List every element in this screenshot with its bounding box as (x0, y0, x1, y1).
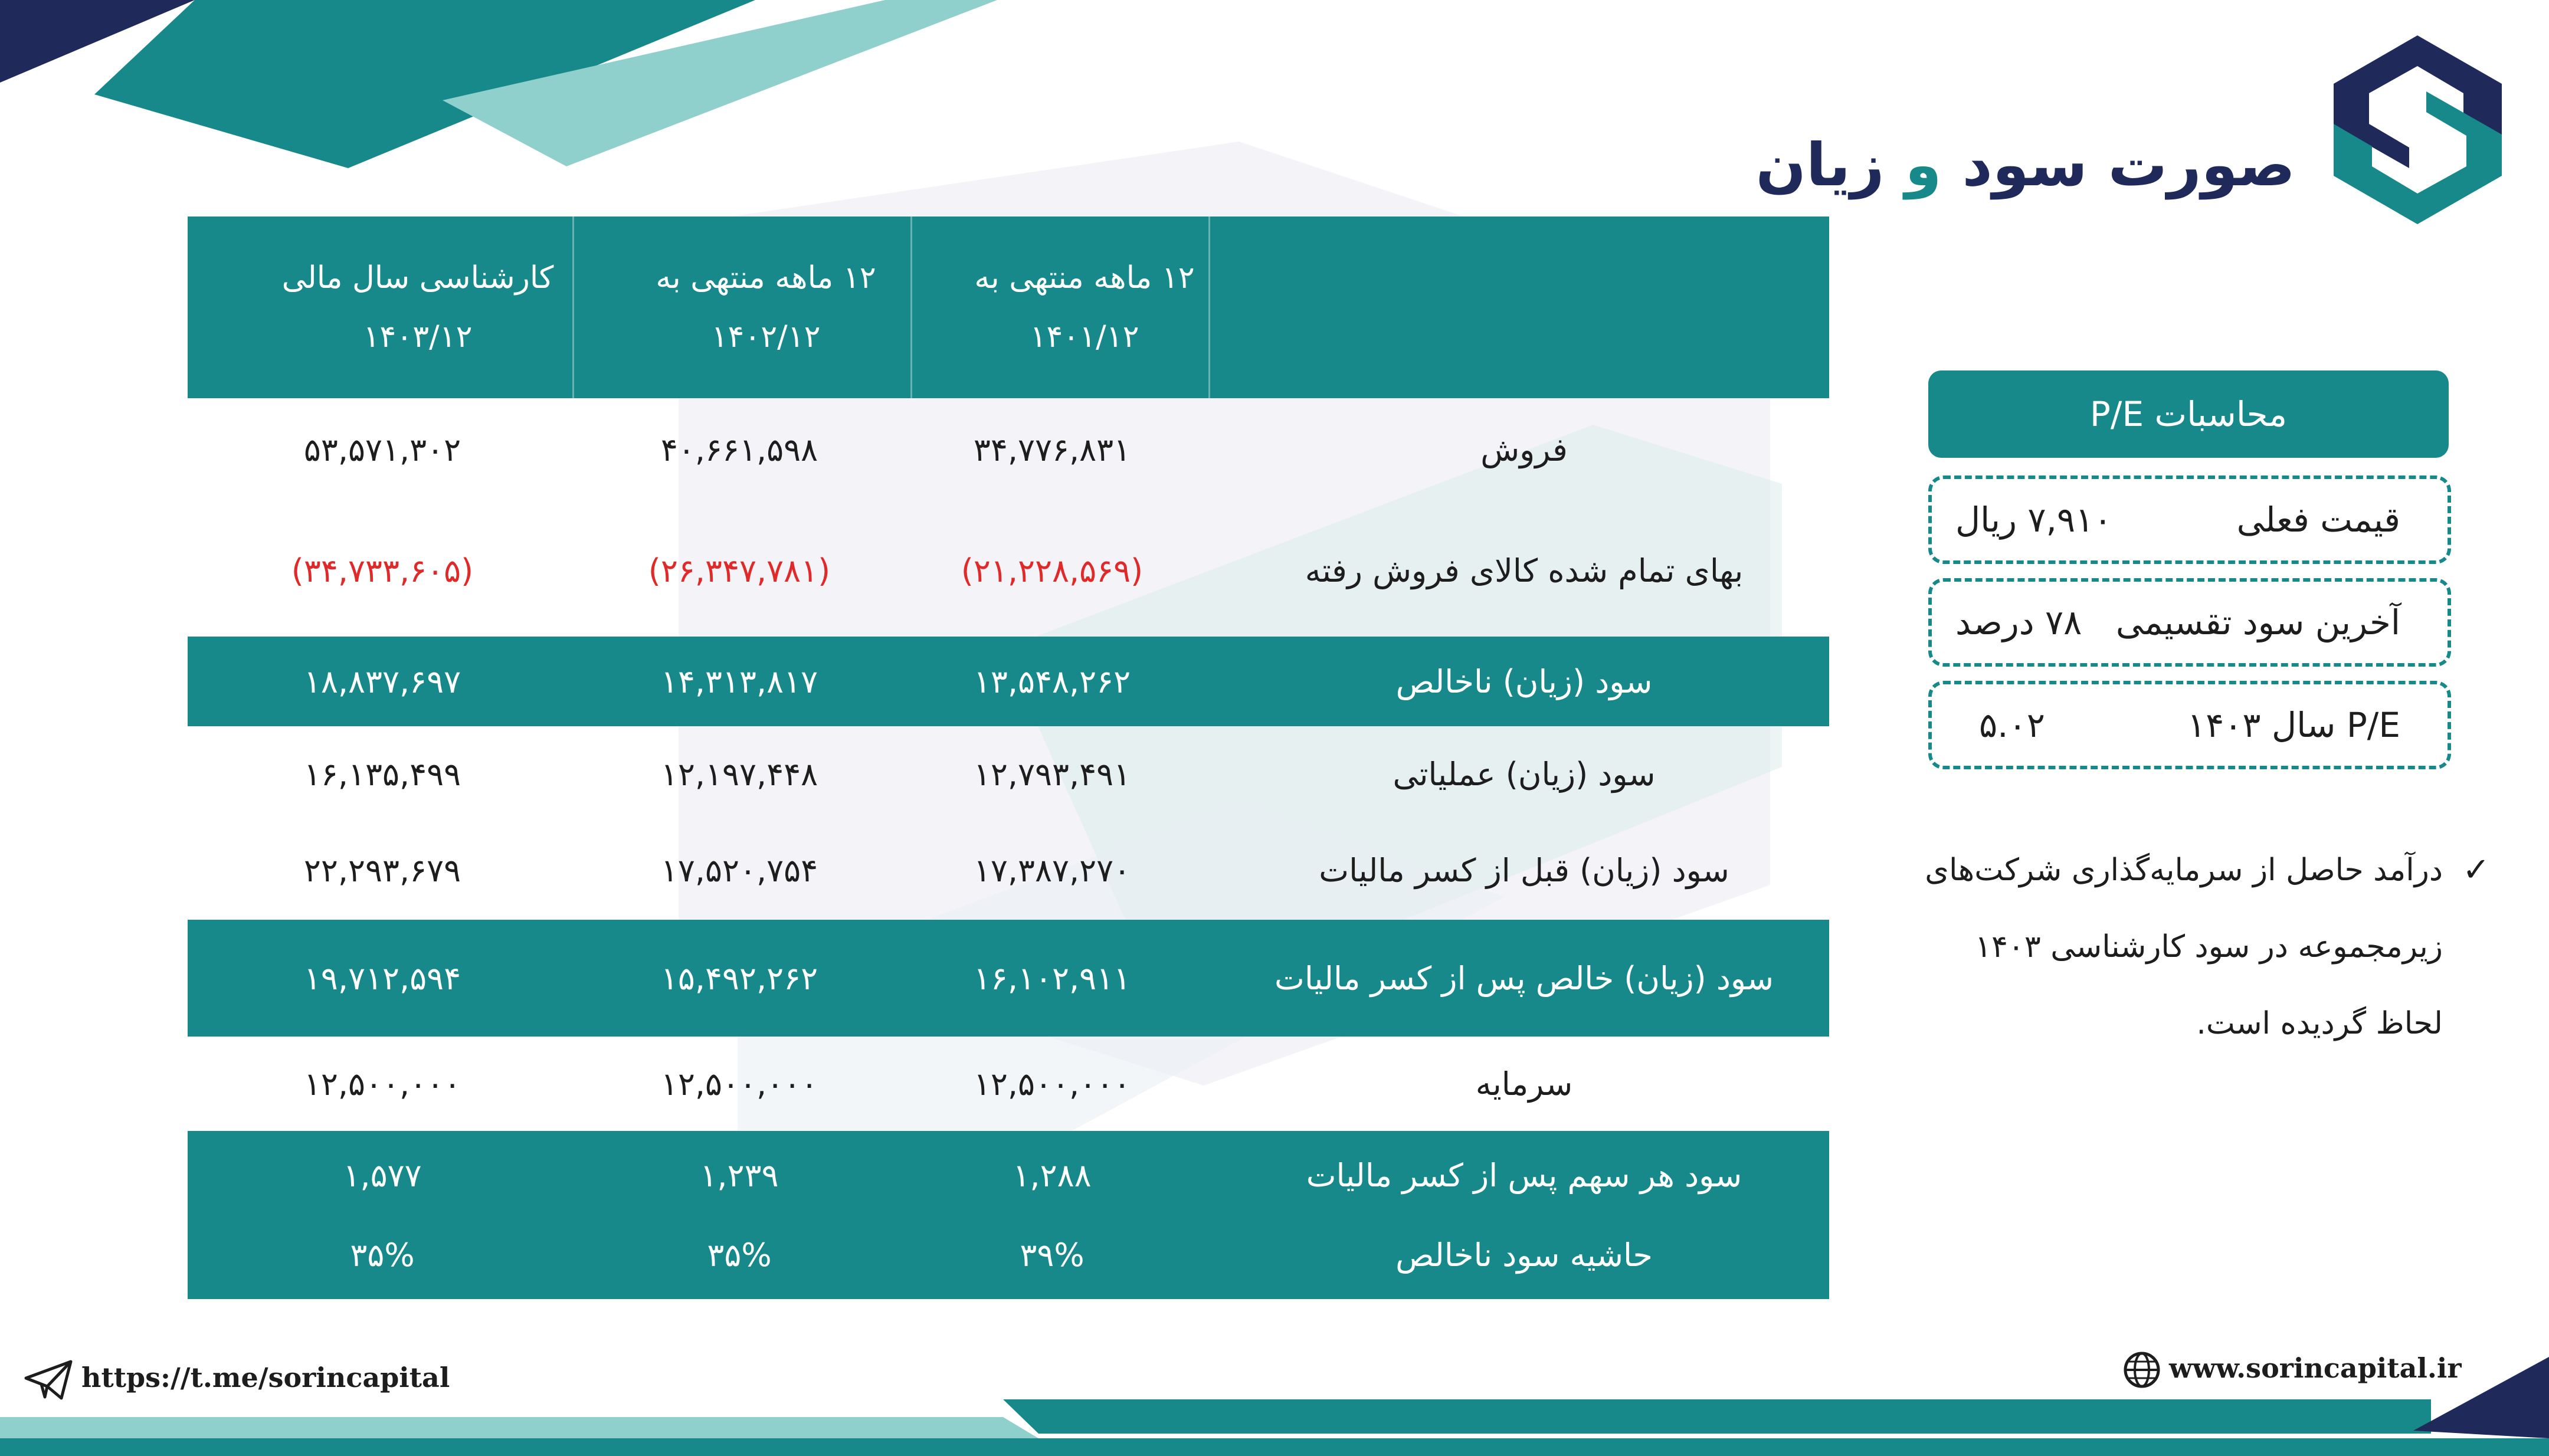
row-label: سود هر سهم پس از کسر مالیات (1306, 1156, 1742, 1194)
cell-1403: ۵۳,۵۷۱,۳۰۲ (303, 431, 461, 468)
table-row-sales (188, 405, 1829, 494)
website-link[interactable]: www.sorincapital.ir (2169, 1352, 2462, 1384)
cell-1401: ۱۳,۵۴۸,۲۶۲ (973, 663, 1131, 700)
pe-item-current-price (1928, 476, 2451, 564)
header-divider (910, 217, 912, 398)
table-row-cogs (188, 526, 1829, 615)
page-title (1756, 112, 2295, 218)
profit-loss-table (188, 217, 1829, 1299)
title-part2: زیان (1755, 130, 1885, 199)
column-header-period: ۱۴۰۱/۱۲ (1030, 319, 1139, 355)
table-row-operating-profit (188, 730, 1829, 818)
telegram-link[interactable]: https://t.me/sorincapital (81, 1362, 450, 1393)
row-label: حاشیه سود ناخالص (1395, 1236, 1653, 1274)
table-row-capital (188, 1039, 1829, 1128)
cell-1402: ۳۵% (707, 1236, 772, 1274)
table-row-profit-before-tax (188, 826, 1829, 914)
row-label: سرمایه (1475, 1065, 1573, 1103)
pe-item-pe-1403 (1928, 681, 2451, 769)
column-header-title: ۱۲ ماهه منتهی به (974, 260, 1195, 296)
pe-item-label: آخرین سود تقسیمی (2115, 602, 2400, 642)
pe-item-label: P/E سال ۱۴۰۳ (2187, 705, 2400, 745)
cell-1401: ۱۲,۵۰۰,۰۰۰ (973, 1065, 1131, 1103)
column-header-title: ۱۲ ماهه منتهی به (656, 260, 876, 296)
cell-1403: ۲۲,۲۹۳,۶۷۹ (303, 851, 461, 889)
pe-panel-title: محاسبات P/E (1928, 370, 2449, 458)
row-label: سود (زیان) قبل از کسر مالیات (1319, 851, 1729, 889)
table-row-eps (188, 1134, 1829, 1216)
pe-item-label: قیمت فعلی (2236, 500, 2400, 540)
cell-1401: ۱۲,۷۹۳,۴۹۱ (973, 755, 1131, 793)
cell-1402: ۴۰,۶۶۱,۵۹۸ (660, 431, 818, 468)
cell-1403: ۳۵% (350, 1236, 415, 1274)
row-label: سود (زیان) عملیاتی (1393, 755, 1656, 793)
pe-item-value: ۷,۹۱۰ ریال (1955, 500, 2112, 540)
note-text: درآمد حاصل از سرمایه‌گذاری شرکت‌های زیرمجموعه در سود کارشناسی ۱۴۰۳ لحاظ گردیده است. (1925, 852, 2443, 1041)
cell-1403: ۱۲,۵۰۰,۰۰۰ (303, 1065, 461, 1103)
check-icon: ✓ (2462, 851, 2490, 889)
row-label: بهای تمام شده کالای فروش رفته (1305, 552, 1744, 589)
cell-1403: ۱,۵۷۷ (343, 1156, 422, 1194)
cell-1401: ۳۴,۷۷۶,۸۳۱ (973, 431, 1131, 468)
pe-item-value: ۵.۰۲ (1979, 705, 2045, 745)
column-header-1403-estimate (253, 217, 583, 398)
table-row-gross-profit (188, 637, 1829, 726)
cell-1402: ۱,۲۳۹ (700, 1156, 779, 1194)
row-label: سود (زیان) ناخالص (1395, 663, 1653, 700)
cell-1401: ۱,۲۸۸ (1013, 1156, 1092, 1194)
row-label: فروش (1480, 431, 1568, 468)
cell-1401: ۱۶,۱۰۲,۹۱۱ (973, 959, 1131, 997)
cell-1401: (۲۱,۲۲۸,۵۶۹) (961, 552, 1144, 589)
table-row-gross-margin (188, 1214, 1829, 1296)
column-header-1402 (601, 217, 931, 398)
cell-1402: (۲۶,۳۴۷,۷۸۱) (648, 552, 831, 589)
note-text-block (1900, 832, 2490, 1062)
logo-mark (2334, 35, 2502, 224)
column-header-period: ۱۴۰۳/۱۲ (363, 319, 473, 355)
cell-1402: ۱۲,۵۰۰,۰۰۰ (660, 1065, 818, 1103)
pe-item-value: ۷۸ درصد (1955, 602, 2082, 642)
cell-1401: ۳۹% (1020, 1236, 1085, 1274)
column-header-period: ۱۴۰۲/۱۲ (711, 319, 821, 355)
title-connector: و (1905, 130, 1942, 199)
globe-icon (2123, 1351, 2161, 1389)
table-header-row (188, 217, 1829, 398)
cell-1403: ۱۹,۷۱۲,۵۹۴ (303, 959, 461, 997)
header-divider (1208, 217, 1210, 398)
row-label: سود (زیان) خالص پس از کسر مالیات (1274, 959, 1774, 997)
title-part1: صورت سود (1962, 130, 2295, 199)
telegram-icon (24, 1359, 74, 1401)
cell-1403: ۱۶,۱۳۵,۴۹۹ (303, 755, 461, 793)
cell-1402: ۱۷,۵۲۰,۷۵۴ (660, 851, 818, 889)
column-header-title: کارشناسی سال مالی (281, 260, 554, 296)
cell-1402: ۱۵,۴۹۲,۲۶۲ (660, 959, 818, 997)
table-row-net-profit (188, 920, 1829, 1037)
cell-1403: ۱۸,۸۳۷,۶۹۷ (303, 663, 461, 700)
column-header-1401 (919, 217, 1250, 398)
cell-1402: ۱۴,۳۱۳,۸۱۷ (660, 663, 818, 700)
cell-1401: ۱۷,۳۸۷,۲۷۰ (973, 851, 1131, 889)
header-divider (572, 217, 574, 398)
pe-item-last-dividend (1928, 578, 2451, 667)
cell-1402: ۱۲,۱۹۷,۴۴۸ (660, 755, 818, 793)
cell-1403: (۳۴,۷۳۳,۶۰۵) (291, 552, 474, 589)
